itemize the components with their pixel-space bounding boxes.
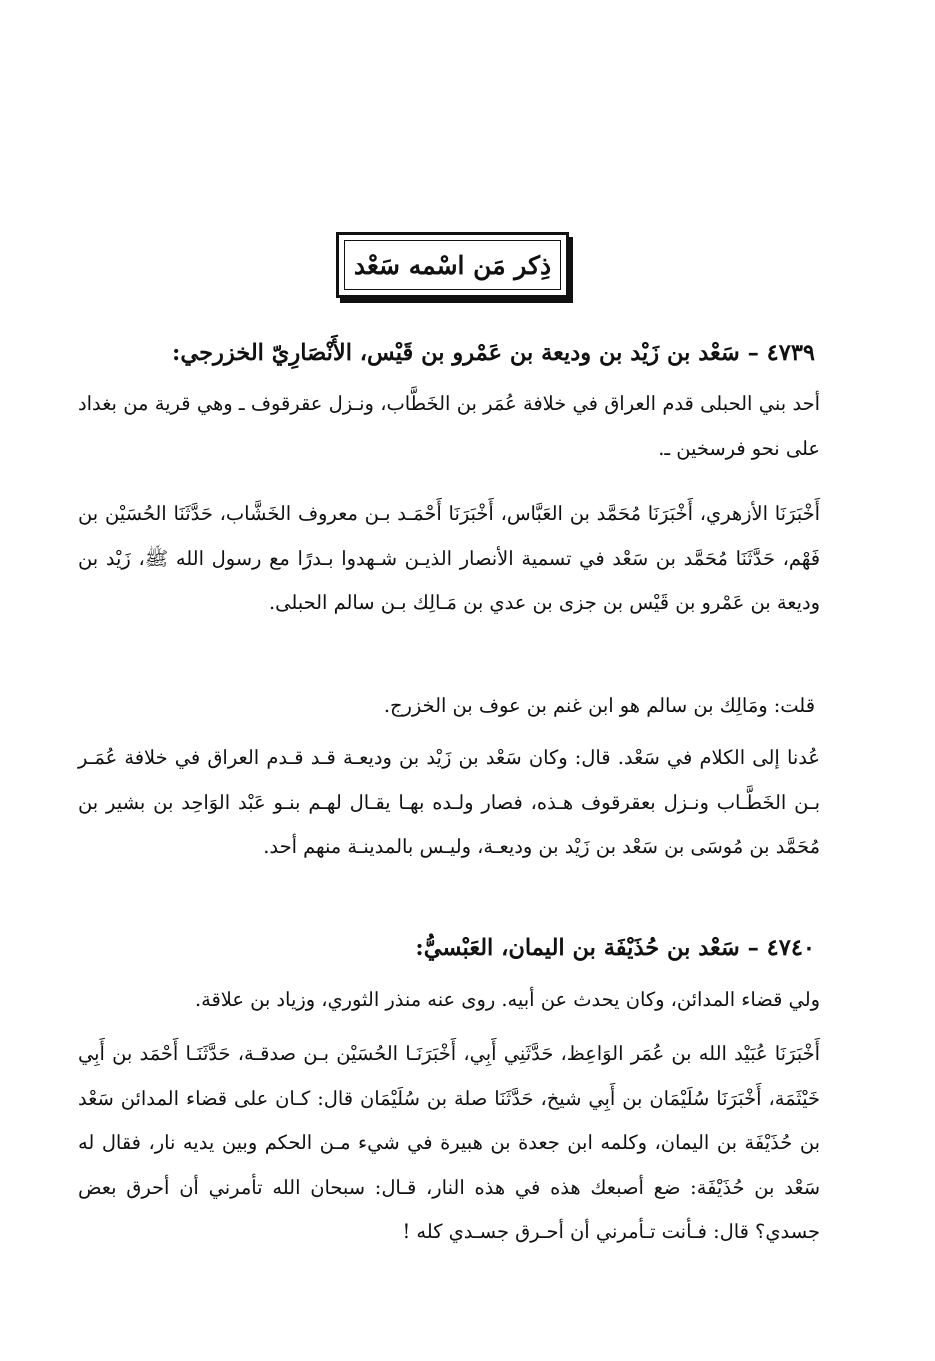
paragraph: ولي قضاء المدائن، وكان يحدث عن أبيه. روى عنه منذر الثوري، وزياد بن علاقة. bbox=[194, 988, 820, 1011]
paragraph: أَخْبَرَنَا عُبَيْد الله بن عُمَر الوَاعِظ، حَدَّثَنِي أَبِي، أَخْبَرَنَـا الحُسَيْن بـن صدقـة، حَدَّثَنَـا أَحْمَد بن أَبِي خَيْثَمَة، أَخْبَرَنَا سُلَيْمَان بن أَبِي شيخ، حَدَّثَنَا صلة بن سُلَيْمَان قال: كـان على قضاء المدائن سَعْد بن حُذَيْفَة بن اليمان، وكلمه ابن جعدة بن هبيرة في شيء مـن الحكم وبين يديه نار، فقال له سَعْد بن حُذَيْفَة: ضع أصبعك هذه في هذه النار، قـال: سبحان الله تأمرني أن أحرق بعض جسدي؟ قال: فـأنت تـأمرني أن أحـرق جسـدي كله ! bbox=[78, 1042, 820, 1243]
section-title-frame bbox=[336, 232, 569, 298]
entry-4739-continuation bbox=[78, 736, 820, 870]
section-title: ذِكر مَن اسْمه سَعْد bbox=[353, 250, 552, 280]
entry-4739-note: قلت: ومَالِك بن سالم هو ابن غنم بن عوف بن الخزرج. bbox=[383, 694, 815, 717]
entry-heading-4740: ٤٧٤٠ – سَعْد بن حُذَيْفَة بن اليمان، العَبْسيُّ: bbox=[415, 935, 815, 961]
entry-4740-isnad bbox=[78, 1032, 820, 1255]
entry-4739-isnad bbox=[78, 492, 820, 626]
paragraph: أَخْبَرَنَا الأزهري، أَخْبَرَنَا مُحَمَّد بن العَبَّاس، أَخْبَرَنَا أَحْمَـد بـن معروف الخَشَّاب، حَدَّثَنَا الحُسَيْن بن فَهْم، حَدَّثَنَا مُحَمَّد بن سَعْد في تسمية الأنصار الذيـن شـهدوا بـدرًا مع رسول الله ﷺ، زَيْد بن وديعة بن عَمْرو بن قَيْس بن جزى بن عدي بن مَـالِك بـن سالم الحبلى. bbox=[78, 502, 820, 614]
entry-4739-intro bbox=[78, 382, 820, 471]
entry-heading-4739: ٤٧٣٩ – سَعْد بن زَيْد بن وديعة بن عَمْرو بن قَيْس، الأَنْصَارِيّ الخزرجي: bbox=[172, 340, 815, 366]
paragraph: أحد بني الحبلى قدم العراق في خلافة عُمَر بن الخَطَّاب، ونـزل عقرقوف ـ وهي قرية من بغداد على نحو فرسخين ـ. bbox=[78, 392, 820, 460]
paragraph: عُدنا إلى الكلام في سَعْد. قال: وكان سَعْد بن زَيْد بن وديعـة قـد قـدم العراق في خلافة عُمَـر بـن الخَطَّـاب ونـزل بعقرقوف هـذه، فصار ولـده بهـا يقـال لهـم بنـو عَبْد الوَاحِد بن بشير بن مُحَمَّد بن مُوسَى بن سَعْد بن زَيْد بن وديعـة، وليـس بالمدينـة منهم أحد. bbox=[78, 746, 820, 858]
section-title-inner-frame bbox=[344, 240, 561, 290]
entry-4740-intro bbox=[78, 978, 820, 1023]
